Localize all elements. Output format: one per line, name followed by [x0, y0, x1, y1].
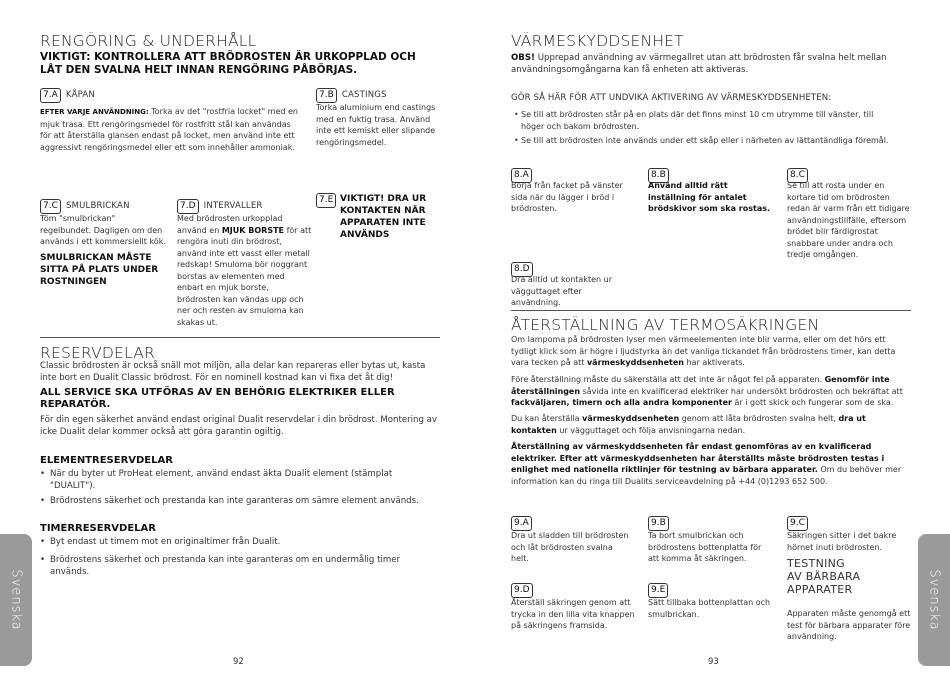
language-tab-label: Svenska [8, 569, 24, 631]
page-title-cleaning: RENGÖRING & UNDERHÅLL [40, 32, 257, 50]
section-9b-text: Ta bort smulbrickan och brödrostens bottenplatta för att komma åt säkringen. [648, 531, 762, 563]
section-9c-text: Säkringen sitter i det bakre hörnet inuti brödrosten. [787, 531, 897, 552]
divider [40, 337, 440, 338]
section-label: INTERVALLER [203, 201, 263, 211]
pat-test-text: Apparaten måste genomgå ett test för bärbara apparater före användning. [787, 609, 911, 641]
step-badge: 9.A [511, 516, 532, 531]
section-7d-text: Med brödrosten urkopplad använd en MJUK BORSTE för att rengöra inuti din brödrost, använd inte ett vasst eller metall redskap! Smuloma bör noggrant borstas av elementen med enbart en mjuk borste, brödrosten kan vändas upp och ner och resten av smuloma kan skakas ut. [177, 214, 312, 327]
step-badge: 7.E [316, 193, 336, 208]
section-7c-warning: SMULBRICKAN MÅSTE SITTA PÅ PLATS UNDER ROSTNINGEN [40, 253, 159, 287]
section-9e [648, 577, 668, 598]
reset-text: Om lampoma på brödrosten lyser men värmeelementen inte blir varma, eller om det hörs ett tydligt klick som är högre i ljudstyrka än det vanliga tickandet från brödrostens timer, kan detta vara tecken på att värmeskyddsenheten har aktiverats. [511, 335, 896, 367]
timer-parts-list [40, 537, 420, 578]
page-title-thermal: VÄRMESKYDDSENHET [511, 32, 684, 50]
section-8b-text: Använd alltid rätt inställning för antalet brödskivor som ska rostas. [648, 181, 771, 213]
section-7e-warning: VIKTIGT! DRA UR KONTAKTEN NÄR APPARATEN INTE ANVÄNDS [340, 194, 427, 240]
spare-parts-text-2: För din egen säkerhet använd endast original Dualit reservdelar i din brödrost. Montering av icke Dualit delar kommer också att göra garantin ogiltig. [40, 415, 438, 437]
section-9d [511, 577, 533, 598]
divider [511, 310, 911, 311]
list-item: • Brödrostens säkerhet och prestanda kan inte garanteras om en undermålig timer används. [40, 555, 420, 579]
step-badge: 9.C [787, 516, 808, 531]
pat-test-title: TESTNING AV BÄRBARA APPARATER [787, 557, 861, 596]
section-9b [648, 510, 669, 531]
reset-text-4: Återställning av värmeskyddsenheten får endast genomföras av en kvalificerad elektriker. Efter att värmeskyddsenheten har återställts måste brödrosten testas i enlighet med nationella riktlinjer för testning av bärbara apparater. Om du behöver mer information kan du ringa till Dualits serviceavdelning på +44 (0)1293 652 500. [511, 442, 902, 486]
step-badge: 8.C [787, 168, 808, 183]
reset-text-2: Före återställning måste du säkerställa att det inte är något fel på apparaten. Genomför inte återställningen såvida inte en kvalificerad elektriker har undersökt brödrosten och bekräftat att fackväljaren, timern och alla andra komponenter är i gott skick och fungerar som de ska. [511, 375, 903, 407]
page-number: 93 [708, 657, 719, 667]
obs-note: OBS! Upprepad användning av värmegallret utan att brödrosten får svalna helt mellan användningsomgångarna kan få enheten att aktiveras. [511, 53, 887, 75]
list-item: • Se till att brödrosten står på en plats där det finns minst 10 cm utrymme till vänster, till höger och bakom brödrosten. [514, 109, 894, 132]
step-badge: 7.A [40, 88, 61, 103]
section-9a-text: Dra ut sladden till brödrosten och låt brödrosten svalna helt. [511, 531, 629, 563]
spare-parts-warning: ALL SERVICE SKA UTFÖRAS AV EN BEHÖRIG ELEKTRIKER ELLER REPARATÖR. [40, 387, 395, 410]
section-7e [316, 193, 336, 212]
language-tab-label: Svenska [926, 569, 942, 631]
section-8c-text: Se till att rosta under en kortare tid om brödrosten redan är varm från ett tidigare användningstillfälle, eftersom brödet blir färdigrostat snabbare under andra och tredje omgången. [787, 181, 910, 259]
spare-parts-text: Classic brödrosten är också snäll mot miljön, alla delar kan repareras eller bytas ut, kasta inte bort en Dualit Classic brödrost. För en nominell kostnad kan vi fixa det åt dig! [40, 361, 426, 383]
section-label: KÅPAN [65, 90, 95, 100]
section-7b-header [316, 82, 387, 103]
step-badge: 9.B [648, 516, 669, 531]
timer-parts-title: TIMERRESERVDELAR [40, 523, 156, 534]
section-7a-header [40, 82, 95, 103]
list-item: • Brödrostens säkerhet och prestanda kan inte garanteras om sämre element används. [40, 496, 440, 508]
step-badge: 8.D [511, 262, 533, 277]
element-parts-list [40, 469, 440, 507]
section-9e-text: Sätt tillbaka bottenplattan och smulbrickan. [648, 598, 771, 619]
language-tab-right [918, 534, 950, 666]
step-badge: 9.E [648, 583, 668, 598]
section-9d-text: Återställ säkringen genom att trycka in den lilla vita knappen på säkringens framsida. [511, 598, 635, 630]
howto-heading: GÖR SÅ HÄR FÖR ATT UNDVIKA AKTIVERING AV VÄRMESKYDDSENHETEN: [511, 93, 832, 103]
step-badge: 8.A [511, 168, 532, 183]
element-parts-title: ELEMENTRESERVDELAR [40, 455, 173, 466]
section-7a-text: EFTER VARJE ANVÄNDNING: Torka av det "rostfria locket" med en mjuk trasa. Ett rengöringsmedel för rostfritt stål kan användas för att återställa glansen endast på locket, men använd inte ett aggressivt rengöringsmedel eller ett som innehåller ammoniak. [40, 107, 298, 152]
list-item: • Byt endast ut timem mot en originaltimer från Dualit. [40, 537, 420, 549]
section-label: CASTINGS [341, 90, 387, 100]
step-badge: 8.B [648, 168, 669, 183]
list-item: • När du byter ut ProHeat element, använd endast äkta Dualit element (stämplat "DUALIT"). [40, 469, 440, 493]
section-9a [511, 510, 532, 531]
section-8d-text: Dra alltid ut kontakten ur vägguttaget efter användning. [511, 275, 612, 307]
spare-parts-title: RESERVDELAR [40, 344, 156, 362]
language-tab-left [0, 534, 32, 666]
section-8a-text: Börja från facket på vänster sida när du lägger i bröd i brödrosten. [511, 181, 623, 213]
section-7c-header [40, 193, 130, 214]
step-badge: 7.D [177, 199, 199, 214]
step-badge: 9.D [511, 583, 533, 598]
section-label: SMULBRICKAN [65, 201, 130, 211]
section-9c [787, 510, 808, 531]
cleaning-warning: VIKTIGT: KONTROLLERA ATT BRÖDROSTEN ÄR URKOPPLAD OCH LÅT DEN SVALNA HELT INNAN RENGÖRING PÅBÖRJAS. [40, 51, 416, 76]
reset-text-3: Du kan återställa värmeskyddsenheten genom att låta brödrosten svalna helt, dra ut kontakten ur vägguttaget och följa anvisningarna nedan. [511, 414, 866, 435]
step-badge: 7.B [316, 88, 337, 103]
howto-list [514, 109, 894, 147]
reset-title: ÅTERSTÄLLNING AV TERMOSÄKRINGEN [511, 316, 820, 334]
page-number: 92 [233, 657, 244, 667]
section-7d-header [177, 193, 263, 214]
list-item: • Se till att brödrosten inte används under ett skåp eller i närheten av lättantändliga föremål. [514, 135, 894, 147]
section-7b-text: Torka aluminium end castings med en fuktig trasa. Använd inte ett kemiskt eller slipande rengöringsmedel. [316, 103, 436, 147]
section-7c-text: Töm "smulbrickan" regelbundet. Dagligen om den används i ett kommersiellt kök. [40, 214, 166, 246]
step-badge: 7.C [40, 199, 61, 214]
